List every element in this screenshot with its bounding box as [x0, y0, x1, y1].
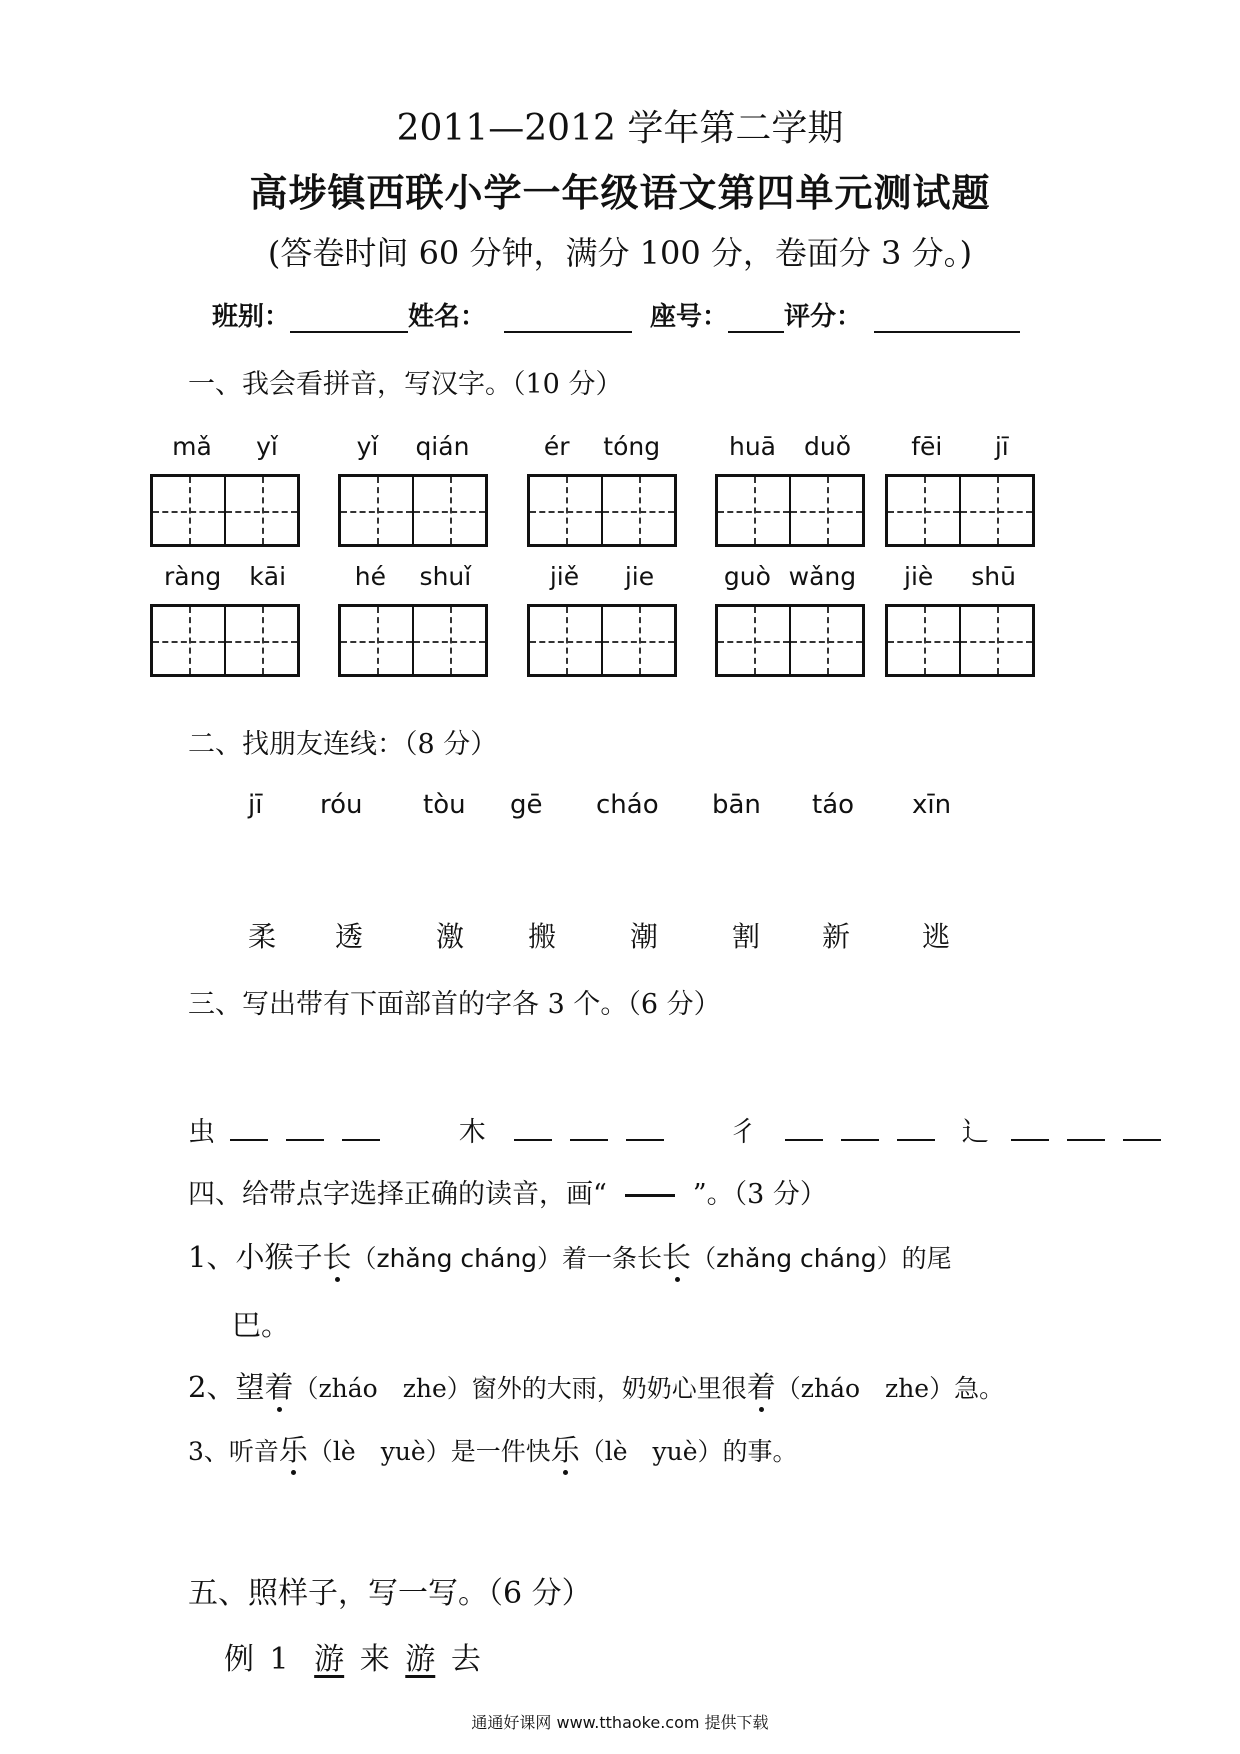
sentence-text[interactable]: （zháo zhe）急。 — [775, 1374, 1005, 1403]
match-pinyin[interactable]: xīn — [912, 790, 952, 820]
q4-heading — [188, 1172, 827, 1211]
example-word: 去 — [450, 1642, 481, 1677]
tianzige-box[interactable] — [150, 474, 300, 547]
writing-cell[interactable] — [224, 607, 297, 674]
pinyin-pair — [885, 432, 1035, 461]
writing-cell[interactable] — [530, 477, 601, 544]
writing-cell[interactable] — [789, 607, 862, 674]
underline-sample — [625, 1194, 675, 1197]
tianzige-box[interactable] — [338, 474, 488, 547]
seat-blank[interactable] — [728, 305, 784, 333]
match-character[interactable]: 柔 — [248, 920, 277, 953]
writing-cell[interactable] — [530, 607, 601, 674]
writing-cell[interactable] — [718, 607, 789, 674]
q4-sentence-2 — [188, 1365, 1004, 1406]
score-blank[interactable] — [874, 305, 1020, 333]
pinyin-syllable: ràng — [163, 562, 222, 591]
name-label: 姓名： — [408, 302, 487, 332]
writing-cell[interactable] — [888, 607, 959, 674]
radical-chi: 彳 — [729, 1117, 757, 1148]
sentence-text[interactable]: （zhǎng cháng）的尾 — [691, 1244, 952, 1273]
match-character[interactable]: 新 — [822, 920, 851, 953]
match-character[interactable]: 搬 — [528, 920, 557, 953]
pinyin-syllable: yǐ — [256, 432, 278, 461]
pinyin-pair — [150, 562, 300, 591]
writing-cell[interactable] — [789, 477, 862, 544]
tianzige-box[interactable] — [527, 474, 677, 547]
example-word: 来 — [359, 1642, 390, 1677]
match-character[interactable]: 激 — [436, 920, 465, 953]
sentence-text: 2、望 — [188, 1370, 265, 1404]
seat-label: 座号： — [650, 302, 729, 332]
radical-chuo: 辶 — [961, 1117, 989, 1148]
pinyin-syllable: jī — [994, 432, 1009, 461]
pinyin-pair — [527, 432, 677, 461]
q4-sentence-3 — [188, 1428, 798, 1469]
tianzige-box[interactable] — [715, 604, 865, 677]
sentence-text[interactable]: （zhǎng cháng）着一条长 — [351, 1244, 663, 1273]
match-pinyin[interactable]: tòu — [423, 790, 466, 820]
pinyin-syllable: mǎ — [172, 432, 212, 461]
answer-blank[interactable] — [1011, 1119, 1049, 1141]
writing-cell[interactable] — [341, 477, 412, 544]
pinyin-syllable: huā — [728, 432, 776, 461]
answer-blank[interactable] — [286, 1119, 324, 1141]
match-pinyin[interactable]: gē — [510, 790, 543, 820]
dotted-char: 着 — [746, 1370, 776, 1404]
q2-heading: 二、找朋友连线：（8 分） — [188, 729, 498, 760]
match-pinyin[interactable]: jī — [248, 790, 263, 820]
tianzige-box[interactable] — [885, 604, 1035, 677]
student-info-row — [212, 296, 1020, 333]
pinyin-pair — [338, 432, 488, 461]
tianzige-box[interactable] — [885, 474, 1035, 547]
answer-blank[interactable] — [626, 1119, 664, 1141]
writing-cell[interactable] — [601, 607, 674, 674]
footer-credit: 通通好课网 www.tthaoke.com 提供下载 — [471, 1713, 769, 1732]
tianzige-box[interactable] — [338, 604, 488, 677]
q4-sentence-1-cont: 巴。 — [232, 1308, 291, 1342]
radical-mu: 木 — [458, 1117, 486, 1148]
pinyin-syllable: duǒ — [803, 432, 851, 461]
pinyin-syllable: jie — [624, 562, 655, 591]
writing-cell[interactable] — [888, 477, 959, 544]
writing-cell[interactable] — [718, 477, 789, 544]
class-label: 班别： — [212, 302, 291, 332]
pinyin-pair — [715, 562, 865, 591]
answer-blank[interactable] — [841, 1119, 879, 1141]
pinyin-syllable: jiè — [904, 562, 934, 591]
dotted-char: 乐 — [278, 1433, 308, 1467]
class-blank[interactable] — [290, 305, 408, 333]
pinyin-syllable: tóng — [603, 432, 661, 461]
writing-cell[interactable] — [412, 477, 485, 544]
dotted-char: 长 — [662, 1240, 692, 1274]
name-blank[interactable] — [504, 305, 632, 333]
pinyin-syllable: kāi — [249, 562, 287, 591]
match-character[interactable]: 潮 — [630, 920, 659, 953]
match-pinyin[interactable]: táo — [812, 790, 855, 820]
sentence-text: 3、听音 — [188, 1437, 279, 1466]
pinyin-pair — [885, 562, 1035, 591]
exam-term: 2011—2012 学年第二学期 — [396, 108, 844, 149]
pinyin-pair — [338, 562, 488, 591]
sentence-text: 1、小猴子 — [188, 1240, 323, 1274]
radical-chong: 虫 — [188, 1117, 215, 1148]
q4-heading-text: 四、给带点字选择正确的读音，画“ — [188, 1179, 607, 1210]
q4-heading-score: ”。（3 分） — [692, 1179, 827, 1210]
pinyin-pair — [527, 562, 677, 591]
writing-cell[interactable] — [153, 607, 224, 674]
pinyin-syllable: fēi — [911, 432, 943, 461]
pinyin-syllable: qián — [415, 432, 470, 461]
exam-title: 高埗镇西联小学一年级语文第四单元测试题 — [249, 170, 991, 215]
exam-note: (答卷时间 60 分钟，满分 100 分，卷面分 3 分。) — [267, 234, 973, 272]
q5-heading: 五、照样子，写一写。（6 分） — [188, 1576, 592, 1611]
match-character[interactable]: 透 — [335, 920, 364, 953]
answer-blank[interactable] — [230, 1119, 268, 1141]
pinyin-syllable: jiě — [549, 562, 580, 591]
answer-blank[interactable] — [514, 1119, 552, 1141]
answer-blank[interactable] — [1067, 1119, 1105, 1141]
pinyin-syllable: yǐ — [356, 432, 379, 461]
dotted-char: 着 — [264, 1370, 294, 1404]
example-word: 游 — [405, 1642, 436, 1677]
pinyin-pair — [150, 432, 300, 461]
answer-blank[interactable] — [342, 1119, 380, 1141]
example-word: 游 — [314, 1642, 345, 1677]
q3-heading: 三、写出带有下面部首的字各 3 个。（6 分） — [188, 989, 721, 1020]
match-pinyin[interactable]: bān — [712, 790, 761, 820]
dotted-char: 乐 — [550, 1433, 580, 1467]
dotted-char: 长 — [322, 1240, 352, 1274]
tianzige-box[interactable] — [715, 474, 865, 547]
pinyin-syllable: ér — [543, 432, 570, 461]
q3-radicals-row — [188, 1110, 1179, 1149]
pinyin-syllable: shuǐ — [419, 562, 472, 591]
answer-blank[interactable] — [570, 1119, 608, 1141]
q4-sentence-1 — [188, 1235, 952, 1276]
match-pinyin[interactable]: cháo — [596, 790, 659, 820]
match-character[interactable]: 割 — [732, 920, 761, 953]
example-label: 例 1 — [224, 1642, 289, 1677]
writing-cell[interactable] — [224, 477, 297, 544]
q1-heading: 一、我会看拼音，写汉字。（10 分） — [188, 369, 623, 400]
writing-cell[interactable] — [959, 477, 1032, 544]
writing-cell[interactable] — [153, 477, 224, 544]
pinyin-syllable: shū — [971, 562, 1016, 591]
match-pinyin[interactable]: róu — [320, 790, 363, 820]
writing-cell[interactable] — [341, 607, 412, 674]
pinyin-syllable: hé — [354, 562, 386, 591]
writing-cell[interactable] — [412, 607, 485, 674]
writing-cell[interactable] — [959, 607, 1032, 674]
writing-cell[interactable] — [601, 477, 674, 544]
sentence-text[interactable]: （lè yuè）的事。 — [579, 1437, 798, 1466]
sentence-text[interactable]: （zháo zhe）窗外的大雨，奶奶心里很 — [293, 1374, 747, 1403]
pinyin-pair — [715, 432, 865, 461]
score-label: 评分： — [784, 302, 863, 332]
answer-blank[interactable] — [1123, 1119, 1161, 1141]
q5-example — [224, 1634, 481, 1678]
pinyin-syllable: guò — [723, 562, 771, 591]
pinyin-syllable: wǎng — [788, 562, 857, 591]
match-character[interactable]: 逃 — [922, 920, 951, 953]
answer-blank[interactable] — [785, 1119, 823, 1141]
tianzige-box[interactable] — [150, 604, 300, 677]
sentence-text[interactable]: （lè yuè）是一件快 — [307, 1437, 551, 1466]
answer-blank[interactable] — [897, 1119, 935, 1141]
tianzige-box[interactable] — [527, 604, 677, 677]
